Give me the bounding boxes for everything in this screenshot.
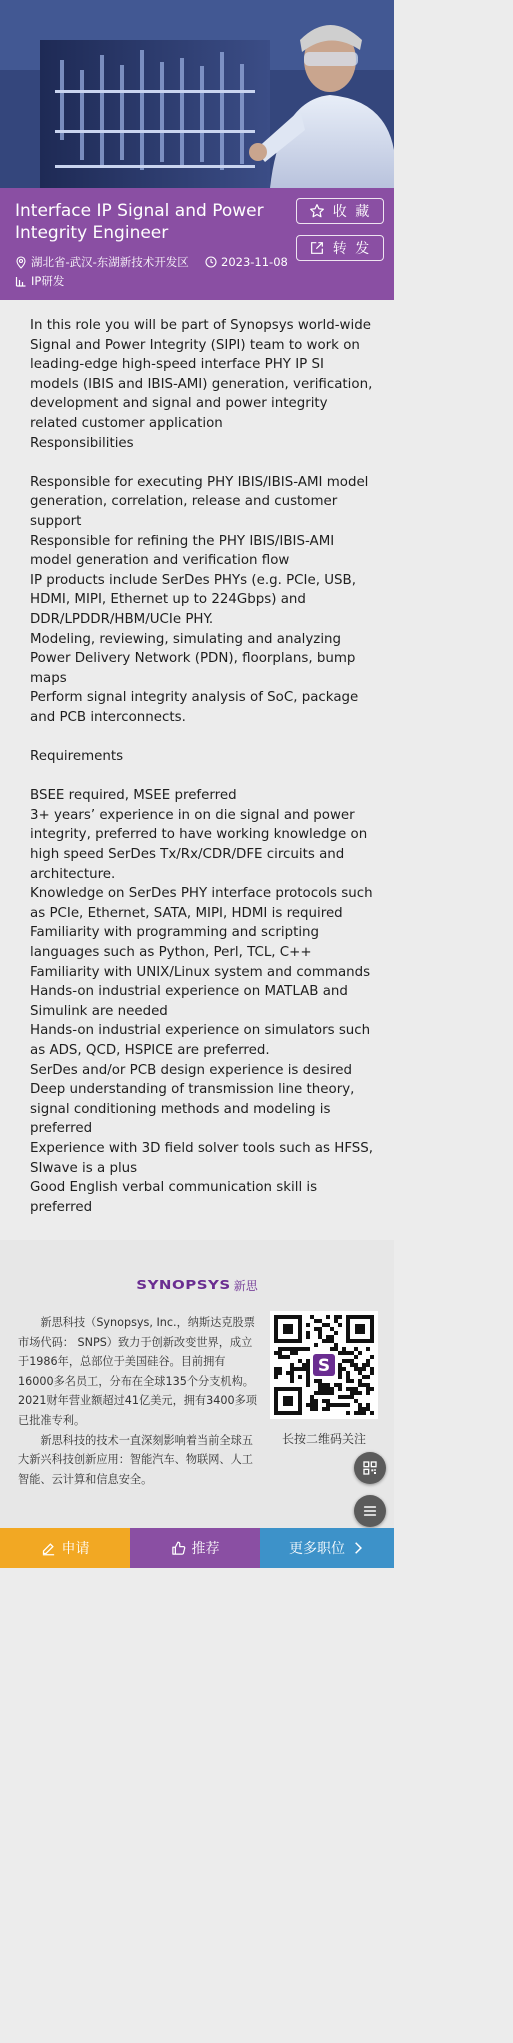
recommend-button[interactable]: [130, 1528, 260, 1568]
clock-icon: [205, 256, 217, 268]
company-section: [0, 1240, 394, 1528]
favorite-button[interactable]: [296, 198, 384, 224]
thumbs-up-icon: [171, 1541, 186, 1556]
edit-icon: [41, 1541, 56, 1556]
requirement-item: Familiarity with UNIX/Linux system and commands: [30, 964, 371, 980]
apply-button[interactable]: [0, 1528, 130, 1568]
qr-scan-icon: [362, 1460, 378, 1476]
location-text: 湖北省-武汉-东湖新技术开发区: [31, 255, 189, 269]
lab-scientist-illustration: [0, 0, 394, 188]
qr-code-image: [270, 1311, 378, 1419]
qr-logo-letter: S: [317, 1356, 331, 1376]
date-text: 2023-11-08: [221, 255, 288, 269]
department-text: IP研发: [31, 274, 65, 288]
responsibility-item: IP products include SerDes PHYs (e.g. PCIe, USB, HDMI, MIPI, Ethernet up to 224Gbps) and DDR/LPDDR/HBM/UCIe PHY.: [30, 572, 356, 627]
company-intro: [18, 1313, 258, 1489]
logo-chinese: 新思: [233, 1279, 258, 1293]
floating-menu-button[interactable]: [354, 1495, 386, 1527]
company-paragraph: 新思科技（Synopsys, Inc.，纳斯达克股票市场代码： SNPS）致力于创新改变世界，成立于1986年，总部位于美国硅谷。目前拥有16000多名员工，分布在全球135个分支机构。2021财年营业额超过41亿美元，拥有3400多项已批准专利。: [18, 1316, 257, 1427]
requirement-item: Deep understanding of transmission line theory, signal conditioning methods and modeling is preferred: [30, 1082, 355, 1137]
requirement-item: BSEE required, MSEE preferred: [30, 788, 237, 804]
favorite-label: 收 藏: [332, 204, 372, 220]
responsibility-item: Responsible for refining the PHY IBIS/IBIS-AMI model generation and verification flow: [30, 533, 335, 569]
job-header: [0, 188, 394, 300]
company-logo: [0, 1276, 394, 1294]
requirement-item: Hands-on industrial experience on simulators such as ADS, QCD, HSPICE are preferred.: [30, 1023, 371, 1058]
job-intro: In this role you will be part of Synopsys world-wide Signal and Power Integrity (SIPI) team to work on leading-edge high-speed interface PHY IP SI models (IBIS and IBIS-AMI) generation, verification, development and signal and power integrity related customer application: [30, 318, 373, 431]
job-description: [30, 316, 375, 1217]
floating-qr-button[interactable]: [354, 1452, 386, 1484]
job-title: Interface IP Signal and Power Integrity Engineer: [15, 201, 264, 243]
job-location: [15, 254, 189, 270]
recommend-label: 推荐: [191, 1541, 220, 1557]
share-label: 转 发: [332, 241, 372, 257]
responsibility-item: Responsible for executing PHY IBIS/IBIS-AMI model generation, correlation, release and customer support: [30, 474, 369, 529]
responsibility-item: Modeling, reviewing, simulating and analyzing Power Delivery Network (PDN), floorplans, bump maps: [30, 631, 356, 686]
requirements-heading: Requirements: [30, 749, 124, 765]
bar-chart-icon: [15, 275, 27, 287]
share-button[interactable]: [296, 235, 384, 261]
job-department: [15, 273, 64, 289]
responsibilities-heading: Responsibilities: [30, 435, 134, 451]
job-date: [205, 254, 288, 270]
requirement-item: Experience with 3D field solver tools such as HFSS, SIwave is a plus: [30, 1140, 374, 1176]
responsibility-item: Perform signal integrity analysis of SoC, package and PCB interconnects.: [30, 690, 359, 725]
bottom-action-bar: [0, 1528, 394, 1568]
company-paragraph: 新思科技的技术一直深刻影响着当前全球五大新兴科技创新应用：智能汽车、物联网、人工智能、云计算和信息安全。: [18, 1433, 253, 1486]
requirement-item: Good English verbal communication skill is preferred: [30, 1180, 318, 1215]
requirement-item: 3+ years’ experience in on die signal and power integrity, preferred to have working knowledge on high speed SerDes Tx/Rx/CDR/DFE circuits and architecture.: [30, 807, 368, 882]
chevron-right-icon: [351, 1541, 365, 1555]
menu-icon: [362, 1503, 378, 1519]
location-pin-icon: [15, 256, 27, 269]
requirement-item: Hands-on industrial experience on MATLAB and Simulink are needed: [30, 984, 348, 1019]
star-icon: [309, 203, 325, 219]
hero-image: [0, 0, 394, 188]
share-icon: [309, 240, 325, 256]
more-jobs-label: 更多职位: [289, 1541, 345, 1557]
apply-label: 申请: [61, 1541, 90, 1557]
logo-wordmark: SYNOPSYS: [136, 1277, 231, 1293]
qr-caption: 长按二维码关注: [281, 1432, 366, 1446]
requirement-item: Knowledge on SerDes PHY interface protocols such as PCIe, Ethernet, SATA, MIPI, HDMI is required: [30, 886, 373, 921]
more-jobs-button[interactable]: [260, 1528, 394, 1568]
qr-code[interactable]: [270, 1311, 378, 1419]
requirement-item: SerDes and/or PCB design experience is desired: [30, 1062, 353, 1078]
requirement-item: Familiarity with programming and scripting languages such as Python, Perl, TCL, C++: [30, 925, 320, 960]
